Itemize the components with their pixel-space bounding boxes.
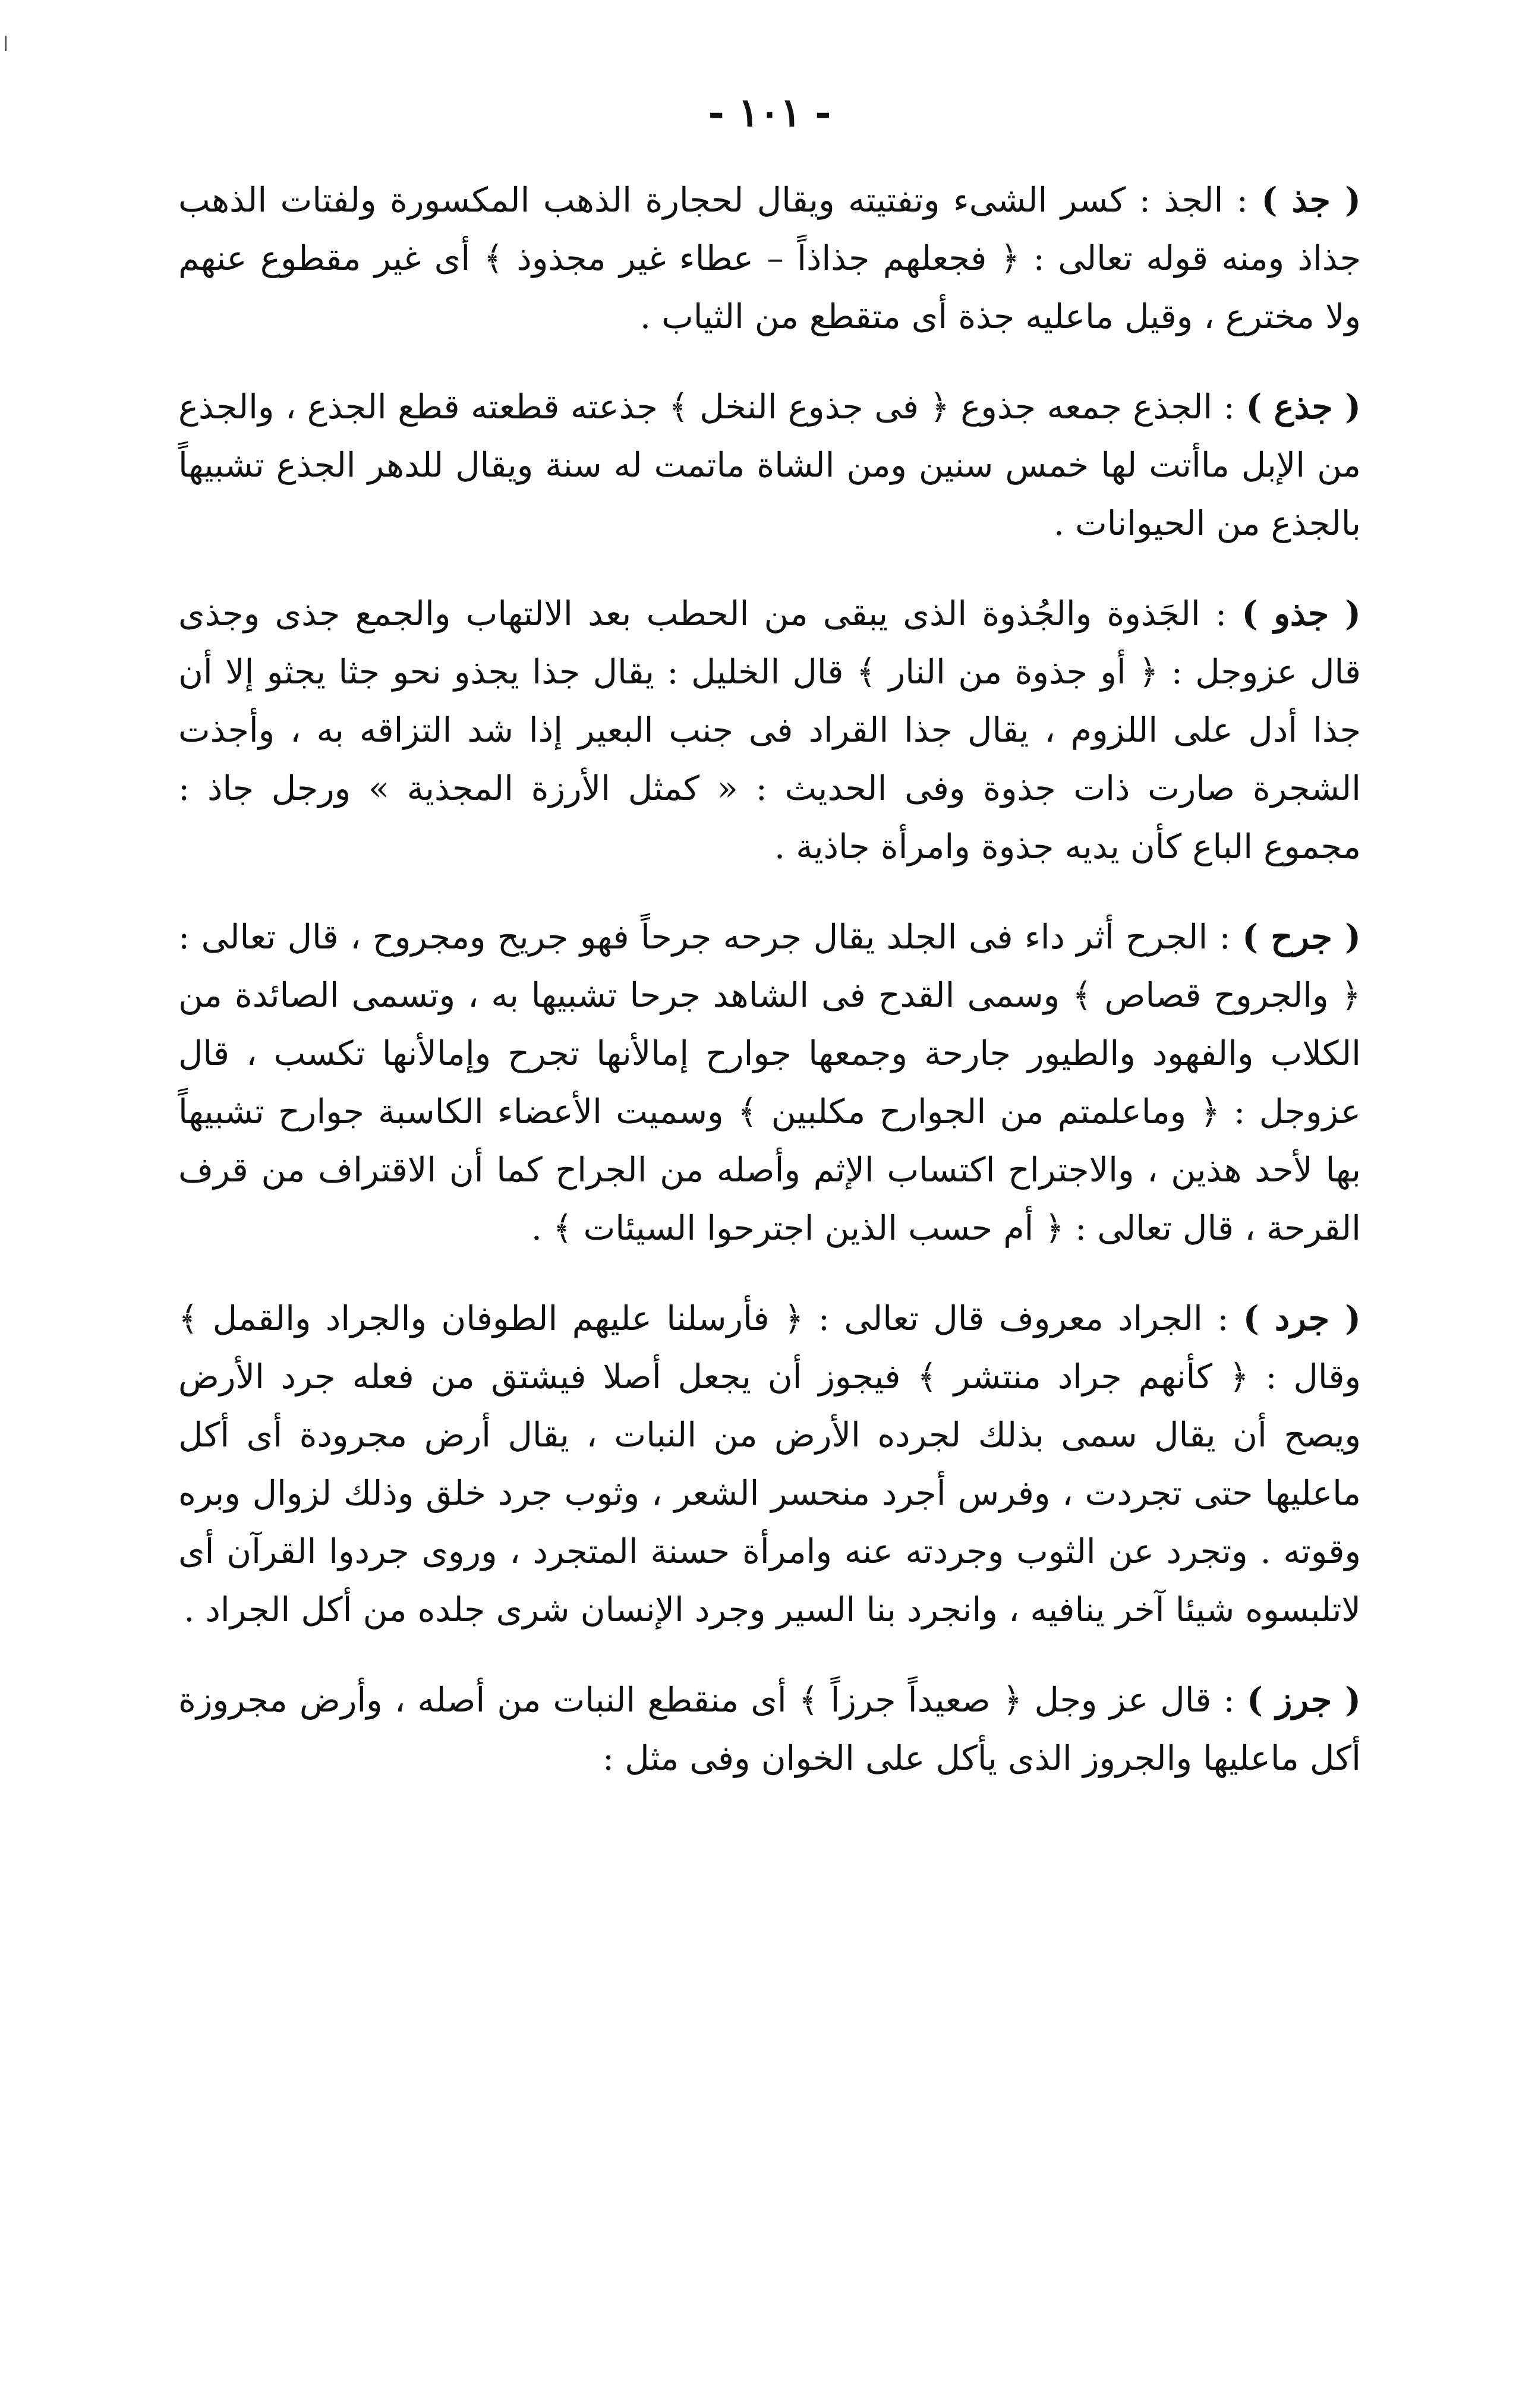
scan-edge-mark bbox=[5, 36, 7, 51]
entry-headword: ( جرز ) bbox=[1246, 1680, 1361, 1720]
entry-jard bbox=[178, 1290, 1361, 1639]
entry-headword: ( جذو ) bbox=[1241, 594, 1361, 633]
entry-text: : الجذ : كسر الشىء وتفتيته ويقال لحجارة الذهب المكسورة ولفتات الذهب جذاذ ومنه قوله تعالى : ﴿ فجعلهم جذاذاً – عطاء غير مجذوذ ﴾ أى غير مقطوع عنهم ولا مخترع ، وقيل ماعليه جذة أى متقطع من الثياب . bbox=[178, 181, 1361, 336]
entry-headword: ( جذع ) bbox=[1246, 387, 1361, 427]
entry-jarh bbox=[178, 908, 1361, 1257]
entry-text: : الجراد معروف قال تعالى : ﴿ فأرسلنا عليهم الطوفان والجراد والقمل ﴾ وقال : ﴿ كأنهم جراد منتشر ﴾ فيجوز أن يجعل أصلا فيشتق من فعله جرد الأرض ويصح أن يقال سمى بذلك لجرده الأرض من النبات ، يقال أرض مجرودة أى أكل ماعليها حتى تجردت ، وفرس أجرد منحسر الشعر ، وثوب جرد خلق وذلك لزوال وبره وقوته . وتجرد عن الثوب وجردته عنه وامرأة حسنة المتجرد ، وروى جردوا القرآن أى لاتلبسوه شيئا آخر ينافيه ، وانجرد بنا السير وجرد الإنسان شرى جلده من أكل الجراد . bbox=[178, 1299, 1361, 1630]
entry-jidh bbox=[178, 378, 1361, 553]
entry-headword: ( جرد ) bbox=[1243, 1298, 1361, 1338]
entry-headword: ( جذ ) bbox=[1261, 180, 1361, 220]
entry-text: : الجرح أثر داء فى الجلد يقال جرحه جرحاً فهو جريح ومجروح ، قال تعالى : ﴿ والجروح قصاص ﴾ وسمى القدح فى الشاهد جرحا تشبيها به ، وتسمى الصائدة من الكلاب والفهود والطيور جارحة وجمعها جوارح إمالأنها تجرح وإمالأنها تكسب ، قال عزوجل : ﴿ وماعلمتم من الجوارح مكلبين ﴾ وسميت الأعضاء الكاسبة جوارح تشبيهاً بها لأحد هذين ، والاجتراح اكتساب الإثم وأصله من الجراح كما أن الاقتراف من قرف القرحة ، قال تعالى : ﴿ أم حسب الذين اجترحوا السيئات ﴾ . bbox=[178, 918, 1361, 1248]
entry-jadhw bbox=[178, 585, 1361, 876]
entry-jadh bbox=[178, 171, 1361, 346]
dictionary-page bbox=[178, 89, 1361, 2324]
page-number: - ١٠١ - bbox=[708, 89, 831, 135]
entry-text: : قال عز وجل ﴿ صعيداً جرزاً ﴾ أى منقطع النبات من أصله ، وأرض مجروزة أكل ماعليها والجروز الذى يأكل على الخوان وفى مثل : bbox=[178, 1681, 1361, 1778]
entry-jarz bbox=[178, 1671, 1361, 1788]
entry-text: : الجَذوة والجُذوة الذى يبقى من الحطب بعد الالتهاب والجمع جذى وجذى قال عزوجل : ﴿ أو جذوة من النار ﴾ قال الخليل : يقال جذا يجذو نحو جثا يجثو إلا أن جذا أدل على اللزوم ، يقال جذا القراد فى جنب البعير إذا شد التزاقه به ، وأجذت الشجرة صارت ذات جذوة وفى الحديث : « كمثل الأرزة المجذية » ورجل جاذ : مجموع الباع كأن يديه جذوة وامرأة جاذية . bbox=[178, 594, 1361, 866]
entry-headword: ( جرح ) bbox=[1242, 917, 1361, 957]
entry-text: : الجذع جمعه جذوع ﴿ فى جذوع النخل ﴾ جذعته قطعته قطع الجذع ، والجذع من الإبل ماأتت لها خمس سنين ومن الشاة ماتمت له سنة ويقال للدهر الجذع تشبيهاً بالجذع من الحيوانات . bbox=[178, 387, 1361, 543]
